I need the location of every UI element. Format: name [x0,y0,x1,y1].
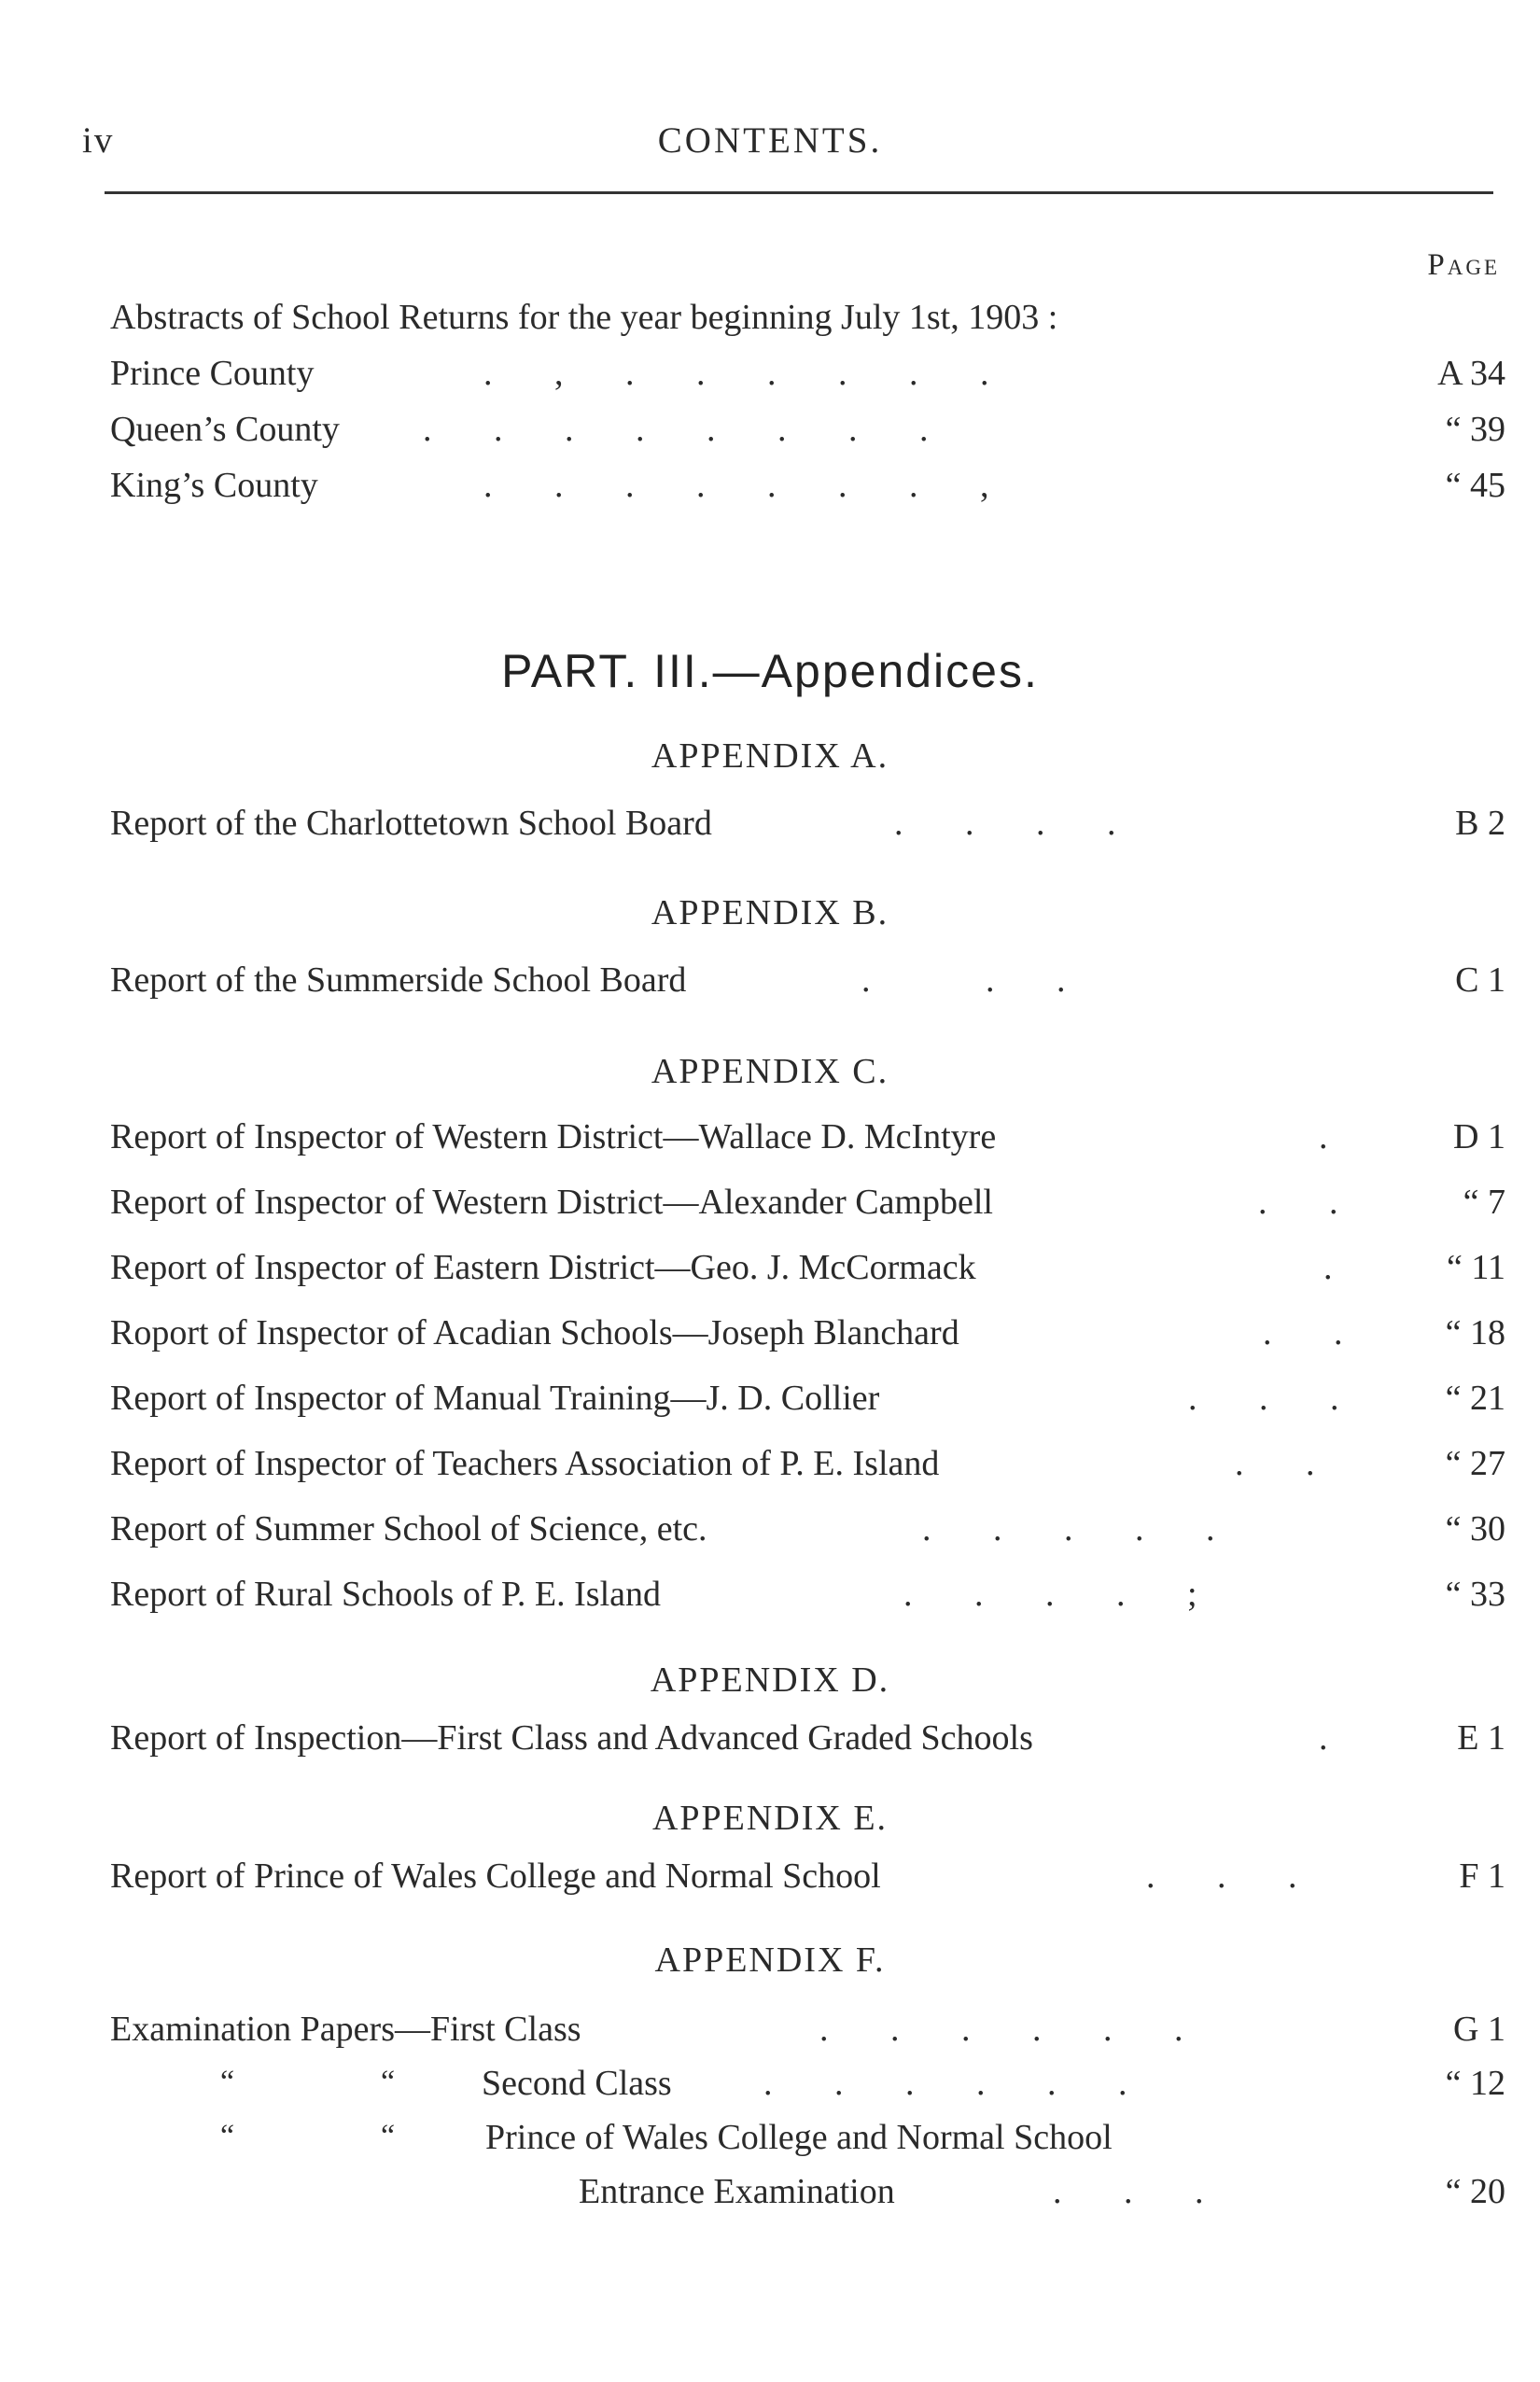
toc-entry-page: “ 12 [1445,2064,1505,2103]
leader-dots: . , . . . . . . [483,354,989,393]
toc-entry-title: Entrance Examination [579,2172,895,2211]
toc-entry-page: “ 18 [1445,1313,1505,1352]
appendix-e-heading: APPENDIX E. [651,1799,889,1838]
leader-dots: . . . . ; [903,1575,1197,1614]
leader-dots: . . [1258,1183,1338,1222]
appendix-b-heading: APPENDIX B. [651,893,889,932]
toc-entry-title: Report of Prince of Wales College and Normal School [110,1857,881,1896]
toc-entry-page: “ 7 [1463,1183,1505,1222]
toc-entry [110,1443,1505,1488]
toc-entry [110,1717,1505,1762]
toc-entry-page: “ 11 [1447,1248,1505,1287]
toc-entry-page: E 1 [1457,1718,1505,1758]
leader-dots: . . [1235,1444,1315,1483]
leader-dots: . [1319,1718,1328,1758]
toc-entry [110,2117,1505,2162]
leader-dots: . [1319,1117,1328,1156]
toc-entry-title: Prince County [110,354,315,393]
leader-dots: . . . . . . . , [483,466,989,505]
toc-entry [110,353,1505,398]
toc-entry-title: Report of Rural Schools of P. E. Island [110,1575,662,1614]
leader-dots: . . . [861,960,1066,1000]
appendix-a-heading: APPENDIX A. [651,736,889,776]
toc-entry [110,1182,1505,1226]
toc-entry [110,1508,1505,1553]
toc-entry [110,803,1505,848]
leader-dots: . . . . . [922,1509,1215,1548]
toc-entry-title: Queen’s County [110,410,340,449]
toc-entry-page: A 34 [1437,354,1505,393]
ditto-mark: “ [381,2065,396,2099]
page-column-label: Page [1427,248,1500,282]
toc-entry-title: Second Class [482,2064,672,2103]
toc-entry-title: Examination Papers—First Class [110,2010,581,2049]
toc-entry-title: Report of the Summerside School Board [110,960,687,1000]
toc-entry-page: “ 33 [1445,1575,1505,1614]
toc-entry [110,1312,1505,1357]
leader-dots: . . . [1188,1379,1339,1418]
toc-entry-title: Report of Inspector of Manual Training—J. D. Collier [110,1379,880,1418]
toc-entry [110,2009,1505,2053]
toc-entry [110,1856,1505,1900]
toc-entry [110,2063,1505,2108]
toc-entry [110,1116,1505,1161]
ditto-mark: “ [220,2119,235,2153]
leader-dots: . . . . . . [763,2064,1127,2103]
toc-entry-page: “ 39 [1445,410,1505,449]
toc-entry [110,960,1505,1004]
leader-dots: . . . . . . . . [423,410,929,449]
toc-entry-page: “ 30 [1445,1509,1505,1548]
leader-dots: . . . [1053,2172,1204,2211]
toc-entry-title: Prince of Wales College and Normal School [485,2118,1113,2157]
leader-dots: . . . [1146,1857,1297,1896]
appendix-f-heading: APPENDIX F. [654,1941,886,1980]
toc-entry-title: Report of the Charlottetown School Board [110,804,712,843]
toc-entry-title: Report of Inspector of Eastern District—Geo. J. McCormack [110,1248,976,1287]
toc-entry-title: Report of Inspector of Teachers Association of P. E. Island [110,1444,940,1483]
toc-entry [110,1247,1505,1292]
toc-entry-page: C 1 [1455,960,1505,1000]
toc-entry [110,465,1505,510]
leader-dots: . . . . . . [819,2010,1183,2049]
header-rule [105,191,1493,194]
leader-dots: . . . . [894,804,1116,843]
abstracts-heading: Abstracts of School Returns for the year beginning July 1st, 1903 : [110,298,1058,337]
appendix-d-heading: APPENDIX D. [650,1660,890,1700]
toc-entry-title: Report of Inspection—First Class and Advanced Graded Schools [110,1718,1033,1758]
toc-entry [110,1378,1505,1422]
toc-entry-title: Report of Inspector of Western District—Alexander Campbell [110,1183,993,1222]
leader-dots: . . [1263,1313,1343,1352]
toc-entry-page: “ 21 [1445,1379,1505,1418]
toc-entry-title: Roport of Inspector of Acadian Schools—Joseph Blanchard [110,1313,959,1352]
page-number: iv [82,120,115,161]
part-title: PART. III.—Appendices. [501,645,1039,697]
ditto-mark: “ [220,2065,235,2099]
leader-dots: . [1323,1248,1333,1287]
toc-entry [110,1574,1505,1618]
toc-entry [110,2171,1505,2216]
appendix-c-heading: APPENDIX C. [651,1052,889,1091]
toc-entry-page: D 1 [1453,1117,1505,1156]
toc-entry-page: B 2 [1455,804,1505,843]
toc-entry-title: King’s County [110,466,318,505]
toc-entry-title: Report of Summer School of Science, etc. [110,1509,707,1548]
page-title: CONTENTS. [657,120,883,161]
toc-entry-page: “ 45 [1445,466,1505,505]
toc-entry-page: F 1 [1459,1857,1505,1896]
toc-entry [110,409,1505,454]
toc-entry-page: G 1 [1453,2010,1505,2049]
toc-entry-page: “ 27 [1445,1444,1505,1483]
toc-entry-title: Report of Inspector of Western District—Wallace D. McIntyre [110,1117,997,1156]
ditto-mark: “ [381,2119,396,2153]
toc-entry-page: “ 20 [1445,2172,1505,2211]
